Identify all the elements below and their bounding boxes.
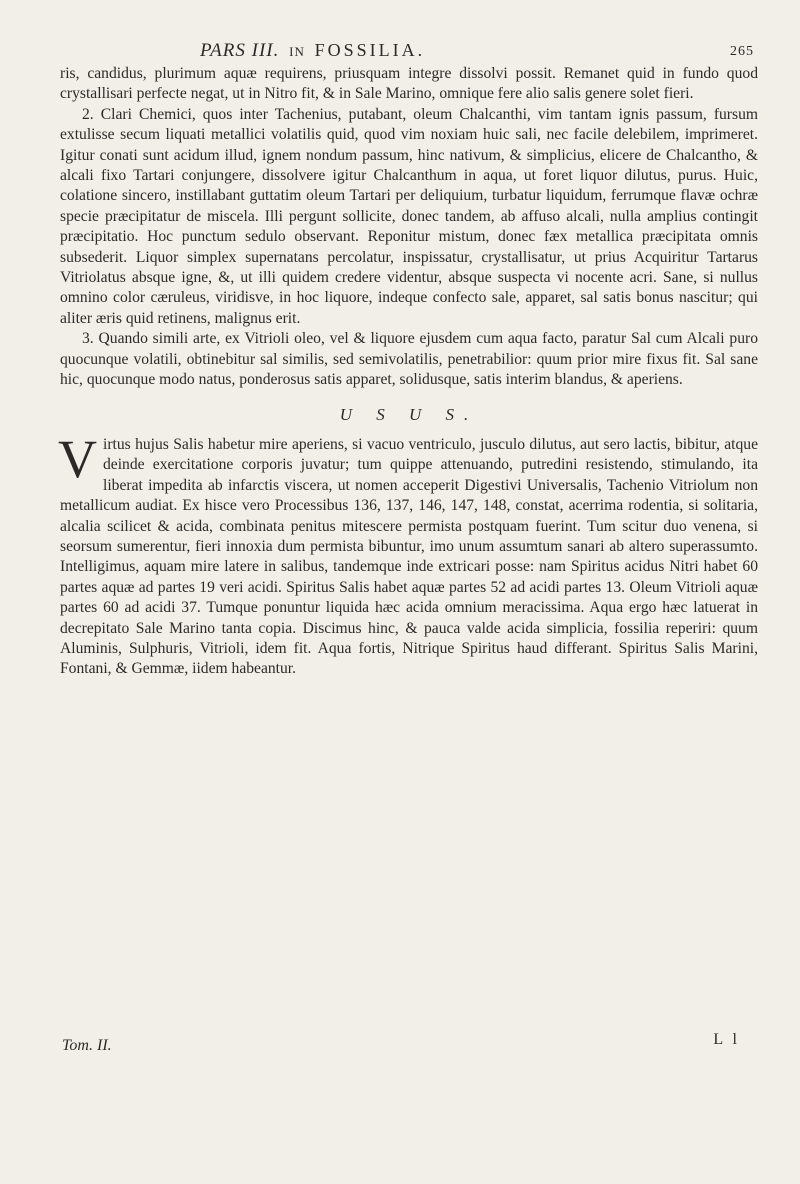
signature-mark: L l — [713, 1031, 740, 1048]
volume-mark: Tom. II. — [62, 1037, 112, 1054]
drop-cap: V — [58, 428, 97, 489]
title-in: IN — [289, 44, 305, 59]
title-fossilia: FOSSILIA. — [314, 40, 426, 60]
main-text — [60, 64, 758, 680]
running-title — [200, 40, 425, 62]
title-pars: PARS III. — [200, 40, 280, 61]
section-heading-usus: U S U S. — [339, 404, 479, 424]
paragraph-3: 3. Quando simili arte, ex Vitrioli oleo, vel & liquore ejusdem cum aqua facto, paratur Sal cum Alcali puro quocunque volatili, obtinebitur sal similis, sed semivolatilis, penetrabilior: quum prior mire fixus fit. Sal sane hic, quocunque modo natus, ponderosus satis apparet, solidusque, satis interim blandus, & aperiens. — [60, 330, 758, 389]
usus-paragraph: irtus hujus Salis habetur mire aperiens, si vacuo ventriculo, jusculo dilutus, aut sero lactis, bibitur, atque deinde exercitatione corporis juvatur; tum quippe attenuando, putredini resistendo, stimulando, ita liberat impedita ab infarctis viscera, ut nomen acceperit Digestivi Universalis, Tachenio Vitriolum non metallicum audiat. Ex hisce vero Processibus 136, 137, 146, 147, 148, constat, acerrima rodentia, si solitaria, alcalia scilicet & acida, combinata penitus mitescere permista postquam fuerint. Tum scitur duo venena, si seorsum sumerentur, fieri innoxia dum permista bibuntur, imo unum assumtum sanari ab altero superassumto. Intelligimus, aquam mire latere in salibus, tandemque inde extricari posse: nam Spiritus acidus Nitri habet 60 partes aquæ ad partes 19 veri acidi. Spiritus Salis habet aquæ partes 52 ad acidi partes 13. Oleum Vitrioli aquæ partes 60 ad acidi 37. Tumque ponuntur liquida hæc acida omnium meracissima. Aqua ergo hæc latuerat in decrepitato Sale Marino tanta copia. Discimus hinc, & pauca valde acida simplicia, fossilia reperiri: quum Aluminis, Sulphuris, Vitrioli, idem fit. Aqua fortis, Nitrique Spiritus haud differant. Spiritus Salis Marini, Fontani, & Gemmæ, iidem habeantur. — [60, 435, 758, 678]
paragraph-2: 2. Clari Chemici, quos inter Tachenius, putabant, oleum Chalcanthi, vim tantam ignis passum, fursum extulisse secum liquati metallici volatilis quid, quod vim noxiam huic sali, nec facile delebilem, imprimeret. Igitur conati sunt acidum illud, ignem nondum passum, hinc nativum, & simplicius, elicere de Chalcantho, & alcali fixo Tartari conjungere, dissolvere igitur Chalcanthum in aqua, ut foret liquor dilutus, purus. Huic, colatione sincero, instillabant guttatim oleum Tartari per deliquium, turbatur liquidum, ferrumque flavæ ochræ specie præcipitatur de miscela. Illi pergunt sollicite, donec tandem, ab affuso alcali, nulla amplius contingit præcipitatio. Hoc punctum sedulo observant. Reponitur mistum, donec fæx metallica præcipitata omnis subsederit. Liquor simplex supernatans percolatur, inspissatur, crystallisatur, ut prius Acquiritur Tartarus Vitriolatus absque igne, &, ut illi quidem credere videntur, absque suspecta vi nocente acri. Sane, si nullus omnino color cæruleus, viridisve, in hoc liquore, indeque confecto sale, apparet, sal satis bonus nascitur; qui aliter æris quid retinens, malignus erit. — [60, 105, 758, 327]
page-number: 265 — [730, 44, 754, 59]
paragraph-continued: ris, candidus, plurimum aquæ requirens, priusquam integre dissolvi possit. Remanet quid in fundo quod crystallisari perfecte negat, ut in Nitro fit, & in Sale Marino, omnique fere alio salis genere solet fieri. — [60, 65, 758, 103]
usus-paragraph-block — [58, 428, 758, 680]
page-footer — [62, 1031, 740, 1061]
